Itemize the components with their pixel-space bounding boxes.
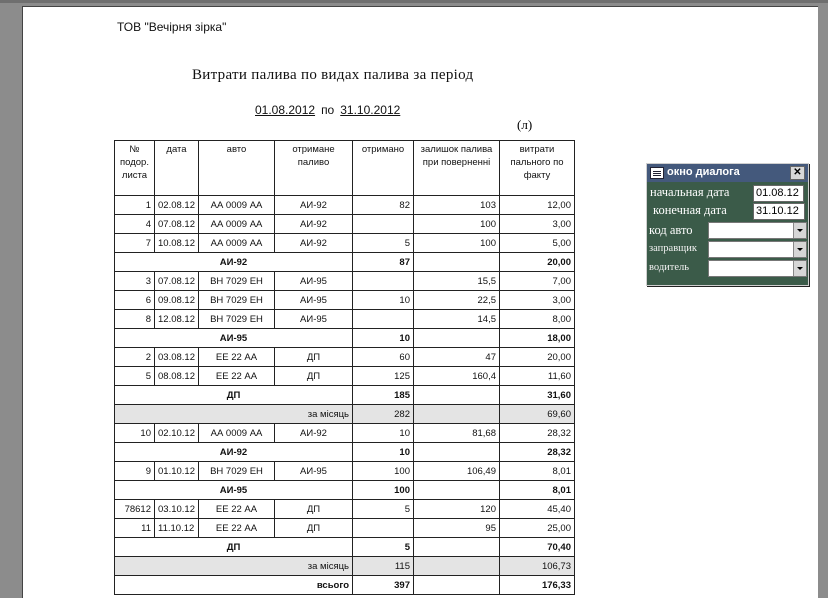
table-cell: 09.08.12 xyxy=(155,291,199,310)
table-cell: 12.08.12 xyxy=(155,310,199,329)
table-row xyxy=(115,272,575,291)
table-cell: 10 xyxy=(353,443,414,462)
table-cell: 100 xyxy=(353,462,414,481)
table-row xyxy=(115,234,575,253)
table-cell: 14,5 xyxy=(414,310,500,329)
table-cell: ВН 7029 ЕН xyxy=(199,310,275,329)
table-cell: 47 xyxy=(414,348,500,367)
table-cell: 03.10.12 xyxy=(155,500,199,519)
table-cell xyxy=(414,576,500,595)
table-cell: 5 xyxy=(115,367,155,386)
table-cell: АИ-92 xyxy=(275,424,353,443)
table-cell: 07.08.12 xyxy=(155,215,199,234)
chevron-down-icon[interactable] xyxy=(793,261,806,276)
table-cell: 78612 xyxy=(115,500,155,519)
table-cell: ДП xyxy=(275,367,353,386)
table-cell: 25,00 xyxy=(500,519,575,538)
start-date-input[interactable]: 01.08.12 xyxy=(753,185,804,202)
table-row xyxy=(115,424,575,443)
company-name: ТОВ "Вечірня зірка" xyxy=(117,20,227,34)
table-cell: 69,60 xyxy=(500,405,575,424)
table-cell: АИ-95 xyxy=(275,310,353,329)
table-cell: за місяць xyxy=(115,557,353,576)
table-cell: 10 xyxy=(353,291,414,310)
table-cell: 07.08.12 xyxy=(155,272,199,291)
table-cell: ДП xyxy=(275,348,353,367)
table-cell: 185 xyxy=(353,386,414,405)
table-cell: 8,01 xyxy=(500,481,575,500)
group-row xyxy=(115,538,575,557)
table-cell: ЕЕ 22 АА xyxy=(199,500,275,519)
table-cell: 106,49 xyxy=(414,462,500,481)
end-date-input[interactable]: 31.10.12 xyxy=(753,203,805,220)
group-row xyxy=(115,329,575,348)
table-cell: 7,00 xyxy=(500,272,575,291)
table-cell: 10 xyxy=(353,329,414,348)
table-row xyxy=(115,519,575,538)
table-cell: ДП xyxy=(275,519,353,538)
table-cell: ДП xyxy=(275,500,353,519)
car-code-label: код авто xyxy=(649,223,693,237)
table-row xyxy=(115,500,575,519)
table-cell: АА 0009 АА xyxy=(199,196,275,215)
table-cell xyxy=(414,253,500,272)
month-row xyxy=(115,405,575,424)
table-cell: 282 xyxy=(353,405,414,424)
table-cell: 5,00 xyxy=(500,234,575,253)
table-cell: 22,5 xyxy=(414,291,500,310)
table-row xyxy=(115,215,575,234)
table-cell: 3,00 xyxy=(500,215,575,234)
table-cell: 45,40 xyxy=(500,500,575,519)
table-cell: АИ-92 xyxy=(275,215,353,234)
column-header: витрати пального по факту xyxy=(500,141,575,196)
table-body xyxy=(115,196,575,595)
period-to: 31.10.2012 xyxy=(340,103,401,117)
table-cell: 100 xyxy=(414,234,500,253)
table-cell: 10 xyxy=(115,424,155,443)
table-cell: 4 xyxy=(115,215,155,234)
table-cell: АИ-95 xyxy=(115,329,353,348)
table-cell: АИ-95 xyxy=(275,462,353,481)
table-cell: 125 xyxy=(353,367,414,386)
chevron-down-icon[interactable] xyxy=(793,242,806,257)
table-cell: АА 0009 АА xyxy=(199,215,275,234)
column-header: отримано xyxy=(353,141,414,196)
table-cell: 6 xyxy=(115,291,155,310)
driver-combo[interactable] xyxy=(708,260,807,277)
table-cell: 31,60 xyxy=(500,386,575,405)
table-cell: ВН 7029 ЕН xyxy=(199,272,275,291)
table-cell: АА 0009 АА xyxy=(199,424,275,443)
table-cell: 20,00 xyxy=(500,348,575,367)
table-cell: 11 xyxy=(115,519,155,538)
start-date-label: начальная дата xyxy=(650,185,730,199)
table-cell: 20,00 xyxy=(500,253,575,272)
table-cell: 81,68 xyxy=(414,424,500,443)
table-cell: ЕЕ 22 АА xyxy=(199,367,275,386)
fueler-label: заправщик xyxy=(649,243,697,254)
table-cell: 60 xyxy=(353,348,414,367)
table-cell: АИ-95 xyxy=(115,481,353,500)
table-cell: 02.08.12 xyxy=(155,196,199,215)
group-row xyxy=(115,443,575,462)
table-row xyxy=(115,367,575,386)
table-cell: 10.08.12 xyxy=(155,234,199,253)
table-cell: ЕЕ 22 АА xyxy=(199,519,275,538)
unit-label: (л) xyxy=(517,117,533,132)
window-top-border xyxy=(0,0,828,3)
table-row xyxy=(115,348,575,367)
table-cell: 100 xyxy=(353,481,414,500)
total-row xyxy=(115,576,575,595)
table-cell: 8,01 xyxy=(500,462,575,481)
table-cell: 28,32 xyxy=(500,443,575,462)
table-cell: 01.10.12 xyxy=(155,462,199,481)
table-cell xyxy=(353,519,414,538)
table-cell: 160,4 xyxy=(414,367,500,386)
table-cell: 1 xyxy=(115,196,155,215)
table-cell: 103 xyxy=(414,196,500,215)
table-cell: АИ-95 xyxy=(275,291,353,310)
dialog-titlebar[interactable] xyxy=(647,164,808,182)
dialog-title: окно диалога xyxy=(667,166,740,178)
table-cell: 87 xyxy=(353,253,414,272)
table-cell: 8,00 xyxy=(500,310,575,329)
car-code-combo[interactable] xyxy=(708,222,807,239)
month-row xyxy=(115,557,575,576)
table-cell: АА 0009 АА xyxy=(199,234,275,253)
table-cell: 70,40 xyxy=(500,538,575,557)
table-cell: 100 xyxy=(414,215,500,234)
period-separator: по xyxy=(321,103,335,117)
report-title: Витрати палива по видах палива за період xyxy=(192,67,474,83)
table-cell xyxy=(414,405,500,424)
table-cell xyxy=(353,310,414,329)
period-from: 01.08.2012 xyxy=(255,103,316,117)
table-cell: ВН 7029 ЕН xyxy=(199,462,275,481)
fueler-combo[interactable] xyxy=(708,241,807,258)
table-cell xyxy=(414,386,500,405)
table-cell: за місяць xyxy=(115,405,353,424)
table-cell xyxy=(353,215,414,234)
table-cell: 3,00 xyxy=(500,291,575,310)
table-cell: 11,60 xyxy=(500,367,575,386)
table-cell: 176,33 xyxy=(500,576,575,595)
column-header: авто xyxy=(199,141,275,196)
fuel-report-table xyxy=(114,140,575,595)
table-cell: 15,5 xyxy=(414,272,500,291)
report-period xyxy=(255,103,400,117)
table-cell: 9 xyxy=(115,462,155,481)
table-cell: 95 xyxy=(414,519,500,538)
table-row xyxy=(115,196,575,215)
table-cell: 115 xyxy=(353,557,414,576)
table-cell: 5 xyxy=(353,234,414,253)
group-row xyxy=(115,481,575,500)
table-row xyxy=(115,462,575,481)
table-row xyxy=(115,291,575,310)
table-cell: АИ-95 xyxy=(275,272,353,291)
table-cell: 106,73 xyxy=(500,557,575,576)
table-header-row xyxy=(115,141,575,196)
form-icon xyxy=(650,167,664,179)
column-header: дата xyxy=(155,141,199,196)
chevron-down-icon[interactable] xyxy=(793,223,806,238)
table-cell: 02.10.12 xyxy=(155,424,199,443)
table-cell: 7 xyxy=(115,234,155,253)
table-cell: 11.10.12 xyxy=(155,519,199,538)
table-cell: ВН 7029 ЕН xyxy=(199,291,275,310)
table-cell: АИ-92 xyxy=(115,253,353,272)
group-row xyxy=(115,253,575,272)
table-row xyxy=(115,310,575,329)
table-cell: ЕЕ 22 АА xyxy=(199,348,275,367)
table-cell xyxy=(414,557,500,576)
table-cell: 5 xyxy=(353,500,414,519)
table-cell: ДП xyxy=(115,538,353,557)
table-cell: 3 xyxy=(115,272,155,291)
table-cell: 120 xyxy=(414,500,500,519)
table-cell: 82 xyxy=(353,196,414,215)
table-cell: 2 xyxy=(115,348,155,367)
table-cell: всього xyxy=(115,576,353,595)
table-cell: АИ-92 xyxy=(275,196,353,215)
table-cell: 397 xyxy=(353,576,414,595)
column-header: отримане паливо xyxy=(275,141,353,196)
table-cell: 5 xyxy=(353,538,414,557)
table-cell: 18,00 xyxy=(500,329,575,348)
table-cell xyxy=(414,443,500,462)
table-cell xyxy=(353,272,414,291)
table-cell xyxy=(414,329,500,348)
column-header: залишок палива при поверненні xyxy=(414,141,500,196)
table-cell: АИ-92 xyxy=(275,234,353,253)
table-cell: АИ-92 xyxy=(115,443,353,462)
column-header: № подор. листа xyxy=(115,141,155,196)
table-cell: 8 xyxy=(115,310,155,329)
group-row xyxy=(115,386,575,405)
table-cell xyxy=(414,538,500,557)
table-cell: 28,32 xyxy=(500,424,575,443)
driver-label: водитель xyxy=(649,262,690,273)
table-cell: 10 xyxy=(353,424,414,443)
table-cell: 12,00 xyxy=(500,196,575,215)
close-button[interactable]: ✕ xyxy=(790,166,805,180)
table-cell: 03.08.12 xyxy=(155,348,199,367)
table-cell: ДП xyxy=(115,386,353,405)
table-cell xyxy=(414,481,500,500)
table-cell: 08.08.12 xyxy=(155,367,199,386)
end-date-label: конечная дата xyxy=(653,203,727,217)
